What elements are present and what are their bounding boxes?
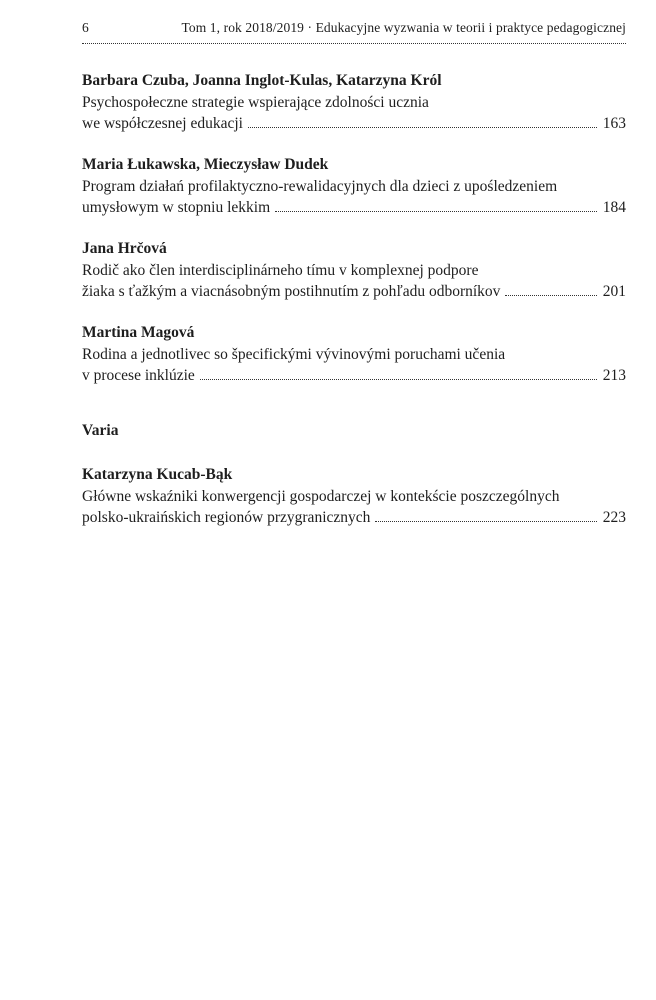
- entry-title-line: Główne wskaźniki konwergencji gospodarczej w kontekście poszczególnych: [82, 488, 560, 505]
- entry-authors: Jana Hrčová: [82, 240, 167, 257]
- entry-authors: Maria Łukawska, Mieczysław Dudek: [82, 156, 329, 173]
- entry-last-line: [82, 507, 626, 528]
- entry-title-line: Psychospołeczne strategie wspierające zdolności ucznia: [82, 94, 429, 111]
- entry-page-number: 201: [602, 283, 626, 300]
- dot-leader: [248, 126, 597, 128]
- toc-entry: [82, 322, 626, 386]
- entry-last-line: [82, 365, 626, 386]
- toc-entry: [82, 238, 626, 302]
- page-number: 6: [82, 20, 89, 35]
- entry-last-line: [82, 281, 626, 302]
- entry-page-number: 223: [602, 509, 626, 526]
- entry-title-line: we współczesnej edukacji: [82, 115, 243, 132]
- entry-page-number: 163: [602, 115, 626, 132]
- toc-entry: [82, 464, 626, 528]
- entry-authors: Katarzyna Kucab-Bąk: [82, 466, 233, 483]
- entry-authors: Martina Magová: [82, 324, 195, 341]
- toc-entry: [82, 154, 626, 218]
- running-title: Tom 1, rok 2018/2019 · Edukacyjne wyzwania w teorii i praktyce pedagogicznej: [181, 20, 626, 35]
- entry-last-line: [82, 113, 626, 134]
- dot-leader: [505, 294, 596, 296]
- header-dotted-rule: [82, 43, 626, 44]
- entry-title-line: Rodič ako člen interdisciplinárneho tímu v komplexnej podpore: [82, 262, 479, 279]
- entry-title-line: polsko-ukraińskich regionów przygranicznych: [82, 509, 371, 526]
- entry-title-line: umysłowym w stopniu lekkim: [82, 199, 271, 216]
- entry-title-line: Rodina a jednotlivec so špecifickými vývinovými poruchami učenia: [82, 346, 506, 363]
- entry-page-number: 213: [602, 367, 626, 384]
- dot-leader: [375, 520, 596, 522]
- entry-authors: Barbara Czuba, Joanna Inglot-Kulas, Katarzyna Król: [82, 72, 442, 89]
- table-of-contents: [82, 70, 626, 548]
- section-heading: Varia: [82, 422, 119, 439]
- entry-page-number: 184: [602, 199, 626, 216]
- dot-leader: [275, 210, 597, 212]
- entry-last-line: [82, 197, 626, 218]
- entry-title-line: v procese inklúzie: [82, 367, 195, 384]
- dot-leader: [200, 378, 597, 380]
- entry-title-line: žiaka s ťažkým a viacnásobným postihnutím z pohľadu odborníkov: [82, 283, 501, 300]
- entry-title-line: Program działań profilaktyczno-rewalidacyjnych dla dzieci z upośledzeniem: [82, 178, 558, 195]
- toc-entry: [82, 70, 626, 134]
- running-header: [82, 20, 626, 42]
